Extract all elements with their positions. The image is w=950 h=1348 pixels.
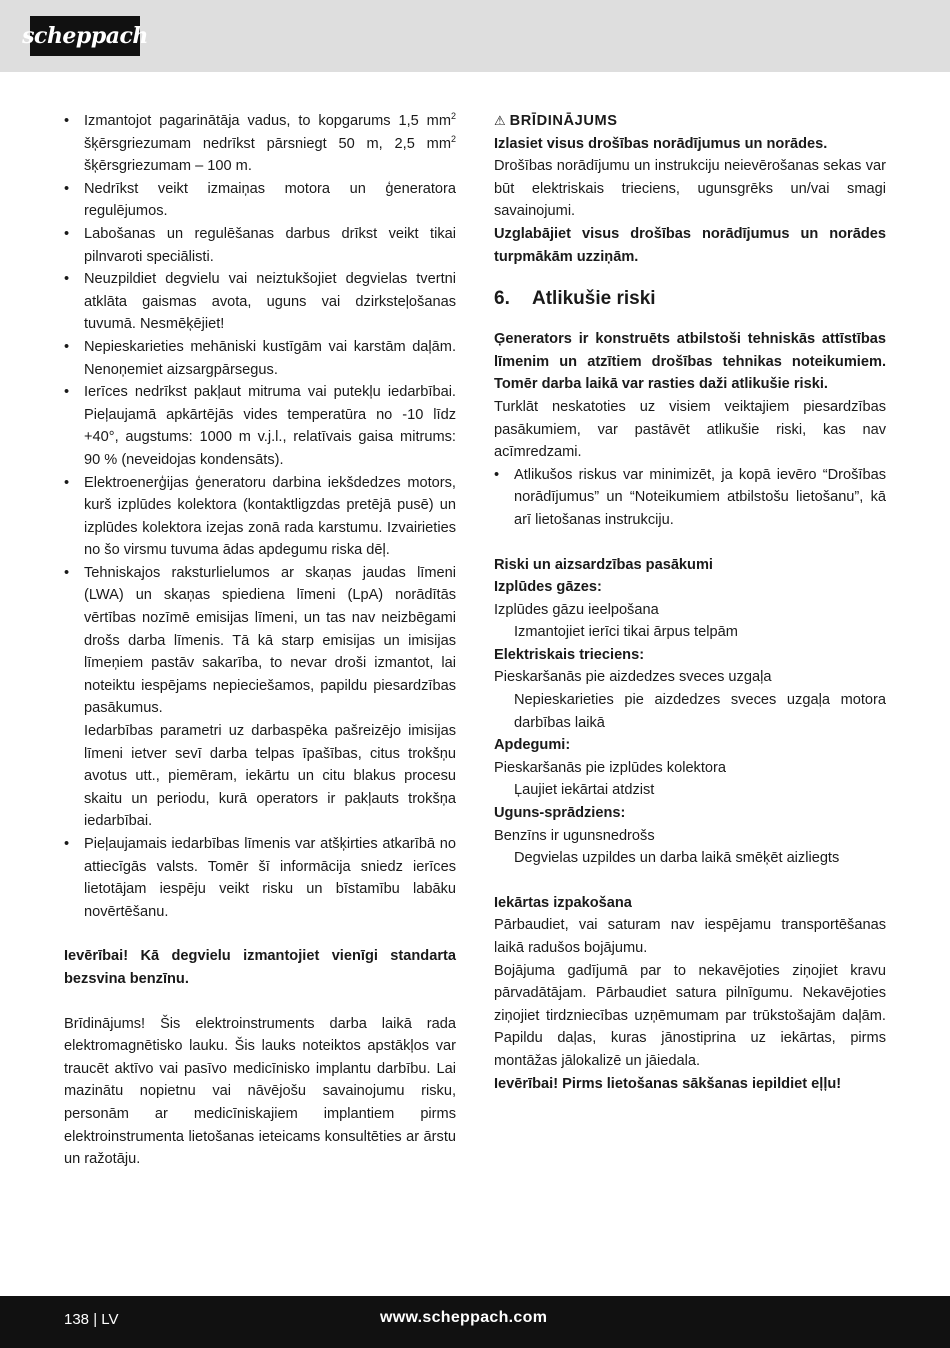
warning-line: Izlasiet visus drošības norādījumus un norādes.	[494, 135, 828, 152]
scheppach-logo: scheppach	[30, 16, 140, 56]
risk-description: Benzīns ir ugunsnedrošs	[494, 827, 655, 844]
risk-description: Pieskaršanās pie aizdedzes sveces uzgaļa	[494, 669, 772, 686]
risk-group	[494, 734, 886, 802]
risk-category: Elektriskais trieciens:	[494, 646, 645, 663]
left-column	[64, 110, 456, 1171]
list-item: • Elektroenerģijas ģeneratoru darbina iekšdedzes motors, kurš izplūdes kolektora (kontaktligzdas pretējā pusē) un izplūdes kolektora izejas zonā rada karstumu. Izvairieties no šo virsmu tuvuma ādas apdegumu riska dēļ.	[64, 472, 456, 562]
right-column	[494, 110, 886, 1095]
risk-description: Izplūdes gāzu ieelpošana	[494, 601, 659, 618]
warning-triangle-icon: ⚠	[494, 113, 506, 128]
warning-title: BRĪDINĀJUMS	[509, 113, 618, 129]
risk-description: Pieskaršanās pie izplūdes kolektora	[494, 759, 727, 776]
list-item: • Neuzpildiet degvielu vai neiztukšojiet degvielas tvertni atklāta gaismas avota, uguns vai dzirksteļošanas tuvumā. Nesmēķējiet!	[64, 268, 456, 336]
list-item: • Izmantojot pagarinātāja vadus, to kopgarums 1,5 $mm^2$ šķērsgriezumam nedrīkst pārsniegt 50 m, 2,5 $mm^2$ šķērsgriezumam – 100 m.	[64, 110, 456, 178]
safety-bullet-list	[64, 110, 456, 923]
risk-category: Uguns-sprādziens:	[494, 805, 626, 822]
risks-heading: Riski un aizsardzības pasākumi	[494, 556, 713, 573]
warning-block	[494, 110, 886, 268]
list-item	[64, 562, 456, 833]
risk-measure: Ļaujiet iekārtai atdzist	[514, 782, 655, 799]
list-item: • Nepieskarieties mehāniski kustīgām vai karstām daļām. Nenoņemiet aizsargpārsegus.	[64, 336, 456, 381]
noise-paragraph-2: Iedarbības parametri uz darbaspēka pašreizējo imisijas līmeni ietver sevī darba telpas īpašības, citus trokšņu avotus utt., piemēram, iekārtu un citu blakus procesu skaitu un periodu, kurā operators ir pakļauts trokšņa iedarbībai.	[84, 723, 456, 830]
risk-group	[494, 576, 886, 644]
warning-line: Drošības norādījumu un instrukciju neievērošanas sekas var būt elektriskais trieciens, ugunsgrēks un/vai smagi savainojumi.	[494, 158, 886, 220]
list-item: • Atlikušos riskus var minimizēt, ja kopā ievēro “Drošības norādījumus” un “Noteikumiem atbilstošu lietošanu”, kā arī lietošanas instrukciju.	[494, 464, 886, 532]
risk-measure: Izmantojiet ierīci tikai ārpus telpām	[514, 624, 738, 641]
header-band	[0, 0, 950, 72]
footer-band	[0, 1296, 950, 1348]
risk-group	[494, 644, 886, 734]
list-item: • Pieļaujamais iedarbības līmenis var atšķirties atkarībā no attiecīgās valsts. Tomēr šī informācija sniedz ierīces lietotājam iespēju veikt risku un bīstamību labāku novērtēšanu.	[64, 833, 456, 923]
noise-paragraph-1: • Tehniskajos raksturlielumos ar skaņas jaudas līmeni (LWA) un skaņas spiediena līmeni (LpA) norādītās vērtības nozīmē emisijas līmeni, un tas nav neizbēgami drošs darba līmenis. Tā kā starp emisijas un imisijas līmeņiem pastāv sakarība, to nevar droši izmantot, lai noteiktu iespējams nepieciešamos, papildu piesardzības pasākumus.	[84, 564, 456, 717]
risk-measure: Degvielas uzpildes un darba laikā smēķēt aizliegts	[514, 850, 840, 867]
residual-intro-bold: Ģenerators ir konstruēts atbilstoši tehniskās attīstības līmenim un atzītiem drošības tehnikas noteikumiem. Tomēr darba laikā var rasties daži atlikušie riski.	[494, 331, 886, 393]
list-item: • Ierīces nedrīkst pakļaut mitruma vai putekļu iedarbībai. Pieļaujamā apkārtējās vides temperatūra no -10 līdz +40°, augstums: 1000 m v.j.l., relatīvais gaisa mitrums: 90 % (neveidojas kondensāts).	[64, 381, 456, 471]
risk-category: Izplūdes gāzes:	[494, 579, 602, 596]
unpack-heading: Iekārtas izpakošana	[494, 894, 632, 911]
section-heading: 6. Atlikušie riski	[494, 288, 656, 310]
residual-intro: Turklāt neskatoties uz visiem veiktajiem piesardzības pasākumiem, var pastāvēt atlikušie riski, kas nav acīmredzami.	[494, 398, 886, 461]
warning-line: Uzglabājiet visus drošības norādījumus un norādes turpmākām uzziņām.	[494, 225, 886, 265]
emf-warning: Brīdinājums! Šis elektroinstruments darba laikā rada elektromagnētisko lauku. Šis lauks noteiktos apstākļos var traucēt aktīvo vai pasīvo medicīnisko implantu darbību. Lai mazinātu nopietnu vai nāvējošu savainojumu risku, personām ar medicīniskajiem implantiem pirms elektroinstrumenta lietošanas ieteicams konsultēties ar ārstu un ražotāju.	[64, 1015, 456, 1168]
risk-group	[494, 802, 886, 870]
unpack-note: Ievērībai! Pirms lietošanas sākšanas iepildiet eļļu!	[494, 1075, 842, 1092]
unpack-paragraph: Bojājuma gadījumā par to nekavējoties ziņojiet kravu pārvadātājam. Pārbaudiet satura pilnīgumu. Nekavējoties ziņojiet tirdzniecības uzņēmumam par trūkstošajām daļām. Papildu daļas, kuras jānostiprina uz iekārtas, pirms montāžas jālokalizē un jāiedala.	[494, 962, 886, 1069]
website-link[interactable]: www.scheppach.com	[380, 1309, 548, 1326]
risk-measure: Nepieskarieties pie aizdedzes sveces uzgaļa motora darbības laikā	[514, 692, 886, 731]
fuel-note: Ievērībai! Kā degvielu izmantojiet vienīgi standarta bezsvina benzīnu.	[64, 948, 456, 987]
list-item: • Nedrīkst veikt izmaiņas motora un ģeneratora regulējumos.	[64, 178, 456, 223]
unpack-paragraph: Pārbaudiet, vai saturam nav iespējamu transportēšanas laikā radušos bojājumu.	[494, 917, 886, 956]
list-item: • Labošanas un regulēšanas darbus drīkst veikt tikai pilnvaroti speciālisti.	[64, 223, 456, 268]
residual-bullet-list	[494, 464, 886, 532]
risk-category: Apdegumi:	[494, 737, 571, 754]
page-number: 138 | LV	[64, 1311, 119, 1328]
